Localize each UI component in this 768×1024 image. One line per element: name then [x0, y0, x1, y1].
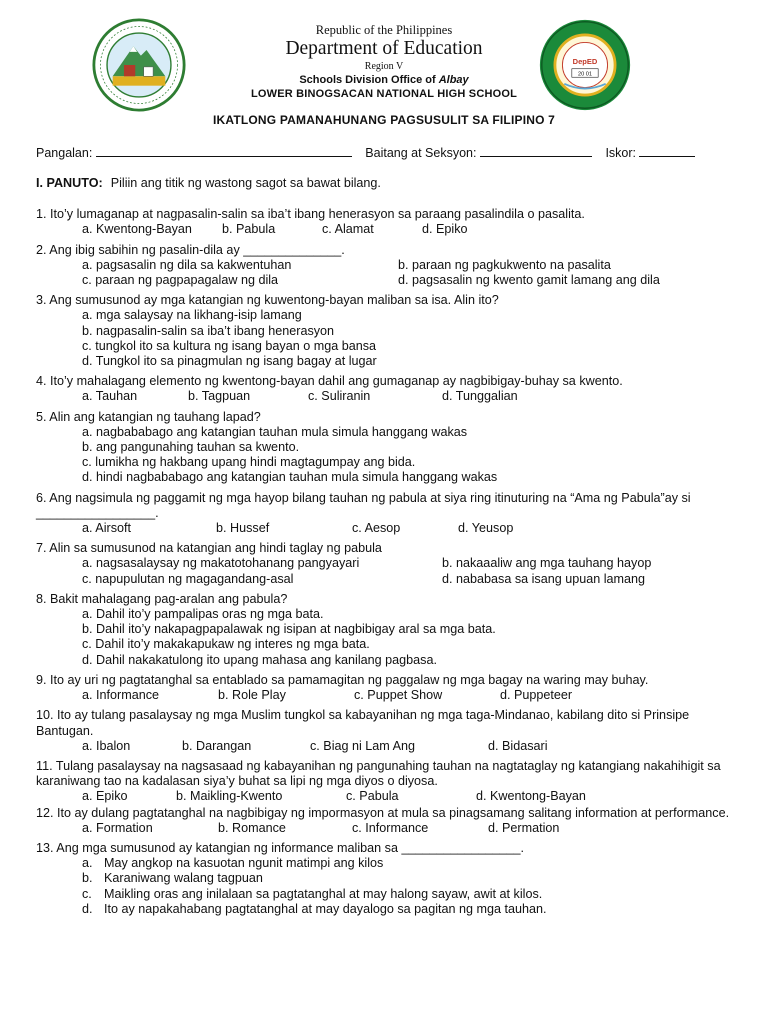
instructions-text: Piliin ang titik ng wastong sagot sa bawat bilang. [110, 176, 381, 190]
option-text: Maikling oras ang inilalaan sa pagtatanghal at may halong sayaw, awit at kilos. [104, 886, 543, 901]
option-letter: b. [82, 871, 93, 886]
options [36, 739, 736, 754]
question-3 [36, 293, 736, 369]
option-a[interactable]: a. Dahil ito’y pampalipas oras ng mga bata. [82, 607, 324, 622]
question-text: 1. Ito’y lumaganap at nagpasalin-salin sa iba’t ibang henerasyon sa paraang pasalindila o pasalita. [36, 207, 585, 222]
option-a[interactable]: a. nagsasalaysay ng makatotohanang pangyayari [82, 556, 360, 571]
option-c[interactable]: c. Informance [352, 820, 429, 835]
exam-title: IKATLONG PAMANAHUNANG PAGSUSULIT SA FILIPINO 7 [212, 113, 556, 127]
option-c[interactable] [82, 887, 736, 902]
option-d[interactable]: d. Epiko [422, 222, 468, 237]
option-b[interactable] [82, 871, 736, 886]
question-text: 3. Ang sumusunod ay mga katangian ng kuwentong-bayan maliban sa isa. Alin ito? [36, 293, 499, 308]
question-text: 12. Ito ay dulang pagtatanghal na nagbibigay ng impormasyon at mula sa pinagsamang salitang information at performance. [36, 805, 730, 820]
option-b[interactable]: b. Romance [218, 820, 286, 835]
option-b[interactable]: b. Pabula [222, 222, 276, 237]
option-d[interactable]: d. Bidasari [488, 738, 548, 753]
question-8 [36, 592, 736, 668]
options [36, 308, 736, 369]
option-c[interactable]: c. Pabula [346, 789, 399, 804]
options [36, 222, 736, 237]
question-text: 9. Ito ay uri ng pagtatanghal sa entablado sa pamamagitan ng paggalaw ng mga bagay na waring may buhay. [36, 672, 649, 687]
option-b[interactable]: b. nakaaaliw ang mga tauhang hayop [442, 556, 652, 571]
question-7 [36, 541, 736, 587]
option-b[interactable]: b. Role Play [218, 688, 286, 703]
option-c[interactable]: c. paraan ng pagpapagalaw ng dila [82, 273, 279, 288]
option-c[interactable]: c. Puppet Show [354, 688, 443, 703]
option-letter: d. [82, 901, 93, 916]
grade-section-field[interactable] [480, 144, 592, 157]
option-a[interactable]: a. Tauhan [82, 389, 138, 404]
question-text: 6. Ang nagsimula ng paggamit ng mga hayop bilang tauhan ng pabula at siya ring itinuturing na “Ama ng Pabula”ay si _________________. [36, 490, 691, 520]
option-a[interactable]: a. mga salaysay na likhang-isip lamang [82, 308, 302, 323]
option-b[interactable]: b. Darangan [182, 738, 252, 753]
region-line: Region V [364, 61, 404, 72]
options [36, 556, 736, 586]
question-13 [36, 841, 736, 917]
options [36, 389, 736, 404]
question-2 [36, 243, 736, 289]
division-line [150, 74, 618, 87]
option-c[interactable]: c. tungkol ito sa kultura ng isang bayan o mga bansa [82, 338, 377, 353]
option-b[interactable]: b. nagpasalin-salin sa iba’t ibang henerasyon [82, 323, 335, 338]
option-text: Ito ay napakahabang pagtatanghal at may dayalogo sa pagitan ng mga tauhan. [104, 901, 547, 916]
options [36, 821, 736, 836]
options [36, 425, 736, 486]
option-b[interactable]: b. paraan ng pagkukwento na pasalita [398, 257, 611, 272]
question-text: 8. Bakit mahalagang pag-aralan ang pabula? [36, 591, 288, 606]
score-field[interactable] [639, 144, 695, 157]
option-c[interactable]: c. Alamat [322, 222, 374, 237]
question-10 [36, 708, 736, 754]
option-c[interactable]: c. Suliranin [308, 389, 371, 404]
option-a[interactable]: a. Formation [82, 820, 153, 835]
score-label: Iskor: [605, 146, 636, 160]
option-c[interactable]: c. Aesop [352, 521, 401, 536]
option-d[interactable]: d. Yeusop [458, 521, 514, 536]
school-name: LOWER BINOGSACAN NATIONAL HIGH SCHOOL [250, 88, 518, 100]
question-text: 11. Tulang pasalaysay na nagsasaad ng kabayanihan ng pangunahing tauhan na nagtataglay ng katangiang nakahihigit sa karaniwang tao na kadalasan siya’y buhat sa lipi ng mga diyos o diyosa. [36, 758, 721, 789]
options [36, 258, 736, 288]
option-c[interactable]: c. napupulutan ng magagandang-asal [82, 571, 294, 586]
option-d[interactable]: d. Kwentong-Bayan [476, 789, 586, 804]
option-b[interactable]: b. Dahil ito’y nakapagpapalawak ng isipan at nagbibigay aral sa mga bata. [82, 622, 496, 637]
option-c[interactable]: c. lumikha ng hakbang upang hindi magtagumpay ang bida. [82, 455, 416, 470]
option-b[interactable]: b. Maikling-Kwento [176, 789, 283, 804]
option-a[interactable]: a. Kwentong-Bayan [82, 222, 192, 237]
name-label: Pangalan: [36, 146, 93, 160]
option-b[interactable]: b. ang pangunahing tauhan sa kwento. [82, 440, 300, 455]
option-text: Karaniwang walang tagpuan [104, 871, 263, 886]
option-d[interactable]: d. Dahil nakakatulong ito upang mahasa ang kanilang pagbasa. [82, 652, 437, 667]
options [36, 607, 736, 668]
option-d[interactable]: d. hindi nagbababago ang katangian tauhan mula simula hanggang wakas [82, 470, 498, 485]
option-letter: a. [82, 856, 93, 871]
exam-content [36, 176, 736, 917]
option-d[interactable]: d. Tungkol ito sa pinagmulan ng isang bagay at lugar [82, 354, 377, 369]
option-letter: c. [82, 886, 92, 901]
option-b[interactable]: b. Tagpuan [188, 389, 251, 404]
option-a[interactable] [82, 856, 736, 871]
question-text: 5. Alin ang katangian ng tauhang lapad? [36, 409, 261, 424]
question-4 [36, 374, 736, 404]
option-c[interactable]: c. Biag ni Lam Ang [310, 738, 416, 753]
option-text: May angkop na kasuotan ngunit matimpi ang kilos [104, 856, 384, 871]
option-d[interactable]: d. pagsasalin ng kwento gamit lamang ang dila [398, 273, 660, 288]
name-field[interactable] [96, 144, 352, 157]
division-prefix: Schools Division Office of [299, 74, 439, 86]
school-year-text: 20 01 [577, 71, 593, 78]
option-d[interactable] [82, 902, 736, 917]
option-d[interactable]: d. nababasa sa isang upuan lamang [442, 571, 646, 586]
option-a[interactable]: a. Airsoft [82, 521, 131, 536]
option-d[interactable]: d. Tunggalian [442, 389, 518, 404]
question-9 [36, 673, 736, 703]
options [36, 688, 736, 703]
option-c[interactable]: c. Dahil ito’y makakapukaw ng interes ng mga bata. [82, 637, 370, 652]
options [36, 856, 736, 917]
options [36, 521, 736, 536]
question-11 [36, 759, 736, 805]
student-info-line [36, 144, 726, 160]
option-a[interactable]: a. pagsasalin ng dila sa kakwentuhan [82, 257, 292, 272]
republic-line: Republic of the Philippines [315, 23, 453, 37]
question-12 [36, 806, 736, 836]
option-d[interactable]: d. Permation [488, 820, 560, 835]
grade-section-label: Baitang at Seksyon: [365, 146, 477, 160]
option-a[interactable]: a. Epiko [82, 789, 128, 804]
question-5 [36, 410, 736, 486]
division-place: Albay [438, 74, 469, 86]
question-text: 7. Alin sa sumusunod na katangian ang hindi taglay ng pabula [36, 541, 382, 556]
option-a[interactable]: a. nagbababago ang katangian tauhan mula simula hanggang wakas [82, 424, 468, 439]
options [36, 789, 736, 804]
question-1 [36, 207, 736, 237]
instructions-heading: I. PANUTO: [36, 176, 103, 190]
option-b[interactable]: b. Hussef [216, 521, 270, 536]
question-text: 2. Ang ibig sabihin ng pasalin-dila ay ______________. [36, 242, 345, 257]
instructions [36, 176, 736, 191]
option-a[interactable]: a. Ibalon [82, 738, 131, 753]
question-text: 13. Ang mga sumusunod ay katangian ng informance maliban sa _________________. [36, 840, 525, 855]
letterhead [150, 20, 618, 101]
question-text: 4. Ito’y mahalagang elemento ng kwentong-bayan dahil ang gumaganap ay nagbibigay-buhay sa kwento. [36, 374, 623, 389]
deped-logo-text: DepED [572, 57, 598, 67]
option-d[interactable]: d. Puppeteer [500, 688, 573, 703]
department-line: Department of Education [285, 38, 483, 59]
question-6 [36, 491, 736, 537]
option-a[interactable]: a. Informance [82, 688, 160, 703]
question-text: 10. Ito ay tulang pasalaysay ng mga Muslim tungkol sa kabayanihan ng mga taga-Mindanao, kabilang dito si Prinsipe Bantugan. [36, 708, 690, 738]
